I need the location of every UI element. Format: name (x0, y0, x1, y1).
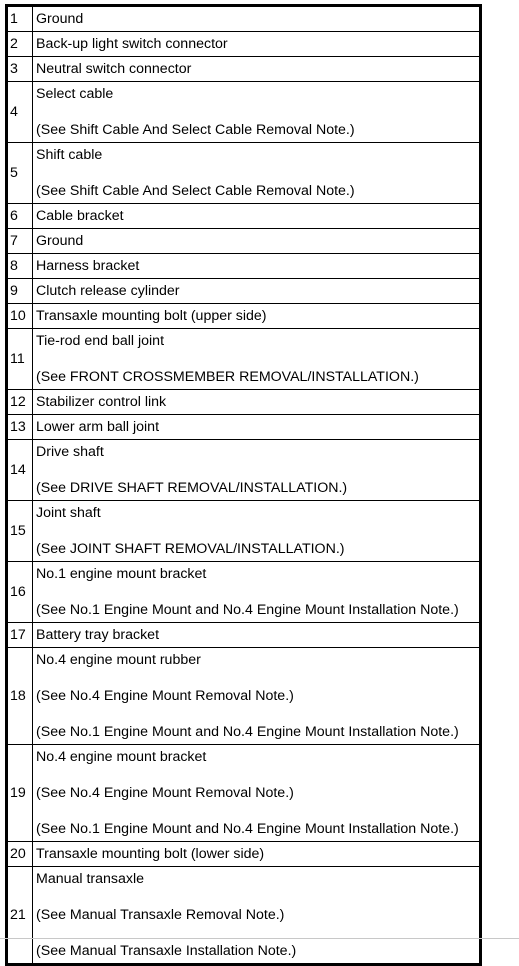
reference-note: (See DRIVE SHAFT REMOVAL/INSTALLATION.) (36, 480, 348, 496)
reference-note: (See FRONT CROSSMEMBER REMOVAL/INSTALLATION.) (36, 369, 419, 385)
parts-legend-rows (8, 7, 480, 964)
item-description (33, 254, 480, 279)
part-name: Drive shaft (36, 444, 104, 460)
item-description (33, 562, 480, 623)
table-row (8, 415, 480, 440)
item-number: 5 (8, 143, 33, 204)
part-name: Joint shaft (36, 505, 101, 521)
page-bottom-rule (0, 938, 519, 939)
reference-note: (See JOINT SHAFT REMOVAL/INSTALLATION.) (36, 541, 345, 557)
part-name: Battery tray bracket (36, 627, 160, 643)
item-number: 15 (8, 501, 33, 562)
reference-note: (See No.4 Engine Mount Removal Note.) (36, 688, 294, 704)
item-number: 13 (8, 415, 33, 440)
table-row (8, 623, 480, 648)
part-name: Transaxle mounting bolt (lower side) (36, 846, 265, 862)
item-number: 2 (8, 32, 33, 57)
item-number: 7 (8, 229, 33, 254)
table-row (8, 7, 480, 32)
item-description (33, 32, 480, 57)
item-number: 9 (8, 279, 33, 304)
part-name: Select cable (36, 86, 114, 102)
table-row (8, 304, 480, 329)
part-name: Cable bracket (36, 208, 124, 224)
item-description (33, 229, 480, 254)
reference-note: (See No.1 Engine Mount and No.4 Engine Mount Installation Note.) (36, 821, 459, 837)
table-row (8, 143, 480, 204)
table-row (8, 57, 480, 82)
part-name: No.4 engine mount bracket (36, 749, 207, 765)
table-row (8, 440, 480, 501)
item-number: 16 (8, 562, 33, 623)
item-number: 12 (8, 390, 33, 415)
item-description (33, 7, 480, 32)
item-description (33, 648, 480, 745)
item-description (33, 304, 480, 329)
item-description (33, 279, 480, 304)
table-row (8, 32, 480, 57)
item-number: 20 (8, 842, 33, 867)
part-name: Ground (36, 233, 84, 249)
item-description (33, 745, 480, 842)
item-description (33, 623, 480, 648)
item-description (33, 440, 480, 501)
item-number: 10 (8, 304, 33, 329)
table-row (8, 745, 480, 842)
table-row (8, 501, 480, 562)
part-name: No.1 engine mount bracket (36, 566, 207, 582)
item-number: 4 (8, 82, 33, 143)
item-number: 6 (8, 204, 33, 229)
item-description (33, 390, 480, 415)
part-name: Clutch release cylinder (36, 283, 180, 299)
part-name: Tie-rod end ball joint (36, 333, 165, 349)
reference-note: (See Manual Transaxle Installation Note.) (36, 943, 297, 959)
item-description (33, 867, 480, 964)
item-number: 19 (8, 745, 33, 842)
table-row (8, 648, 480, 745)
reference-note: (See No.1 Engine Mount and No.4 Engine Mount Installation Note.) (36, 602, 459, 618)
table-row (8, 229, 480, 254)
item-description (33, 842, 480, 867)
table-row (8, 390, 480, 415)
table-row (8, 562, 480, 623)
item-number: 8 (8, 254, 33, 279)
part-name: No.4 engine mount rubber (36, 652, 201, 668)
parts-legend-table (7, 6, 480, 964)
item-description (33, 82, 480, 143)
table-row (8, 842, 480, 867)
table-row (8, 329, 480, 390)
item-description (33, 329, 480, 390)
reference-note: (See Manual Transaxle Removal Note.) (36, 907, 285, 923)
item-number: 3 (8, 57, 33, 82)
item-number: 1 (8, 7, 33, 32)
item-description (33, 415, 480, 440)
reference-note: (See No.4 Engine Mount Removal Note.) (36, 785, 294, 801)
part-name: Ground (36, 11, 84, 27)
reference-note: (See Shift Cable And Select Cable Removal Note.) (36, 122, 355, 138)
part-name: Stabilizer control link (36, 394, 167, 410)
item-number: 21 (8, 867, 33, 964)
part-name: Back-up light switch connector (36, 36, 228, 52)
item-description (33, 143, 480, 204)
item-number: 18 (8, 648, 33, 745)
item-number: 11 (8, 329, 33, 390)
reference-note: (See Shift Cable And Select Cable Removal Note.) (36, 183, 355, 199)
item-description (33, 204, 480, 229)
item-number: 17 (8, 623, 33, 648)
part-name: Manual transaxle (36, 871, 145, 887)
table-row (8, 204, 480, 229)
reference-note: (See No.1 Engine Mount and No.4 Engine Mount Installation Note.) (36, 724, 459, 740)
part-name: Transaxle mounting bolt (upper side) (36, 308, 267, 324)
part-name: Shift cable (36, 147, 103, 163)
table-row (8, 867, 480, 964)
item-number: 14 (8, 440, 33, 501)
table-row (8, 82, 480, 143)
parts-legend-table-frame (5, 4, 482, 966)
part-name: Harness bracket (36, 258, 140, 274)
item-description (33, 501, 480, 562)
table-row (8, 279, 480, 304)
part-name: Lower arm ball joint (36, 419, 160, 435)
part-name: Neutral switch connector (36, 61, 192, 77)
item-description (33, 57, 480, 82)
table-row (8, 254, 480, 279)
